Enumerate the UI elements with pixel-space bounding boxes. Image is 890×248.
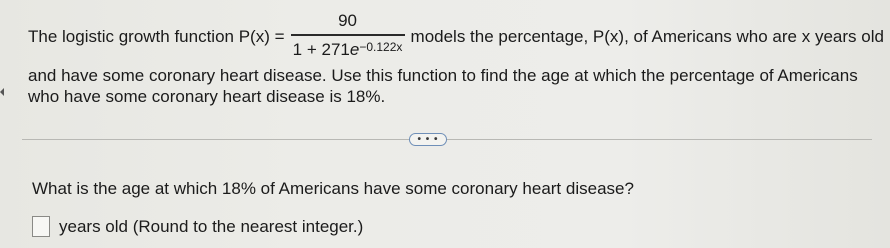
problem-statement xyxy=(28,10,884,107)
answer-input[interactable] xyxy=(32,216,50,237)
answer-row xyxy=(32,216,363,237)
problem-intro-text: The logistic growth function P(x) = xyxy=(28,26,285,46)
logistic-fraction xyxy=(291,11,405,61)
fraction-numerator: 90 xyxy=(338,11,357,31)
panel-edge-arrow-icon xyxy=(0,88,4,96)
expand-more-button[interactable]: • • • xyxy=(409,133,447,146)
problem-first-line xyxy=(28,10,884,62)
problem-after-fraction-text: models the percentage, P(x), of Americans who are x years old xyxy=(410,26,884,46)
denominator-e: e xyxy=(349,39,360,59)
section-divider xyxy=(22,139,872,140)
denominator-base: 1 + 271 xyxy=(292,39,350,59)
fraction-denominator xyxy=(293,36,403,61)
question-text: What is the age at which 18% of Americans have some coronary heart disease? xyxy=(32,179,634,198)
denominator-exponent: −0.122x xyxy=(359,39,403,54)
problem-continuation-text: and have some coronary heart disease. Use this function to find the age at which the percentage of Americans who have some coronary heart disease is 18%. xyxy=(28,66,858,106)
answer-suffix-text: years old (Round to the nearest integer.) xyxy=(59,217,364,236)
